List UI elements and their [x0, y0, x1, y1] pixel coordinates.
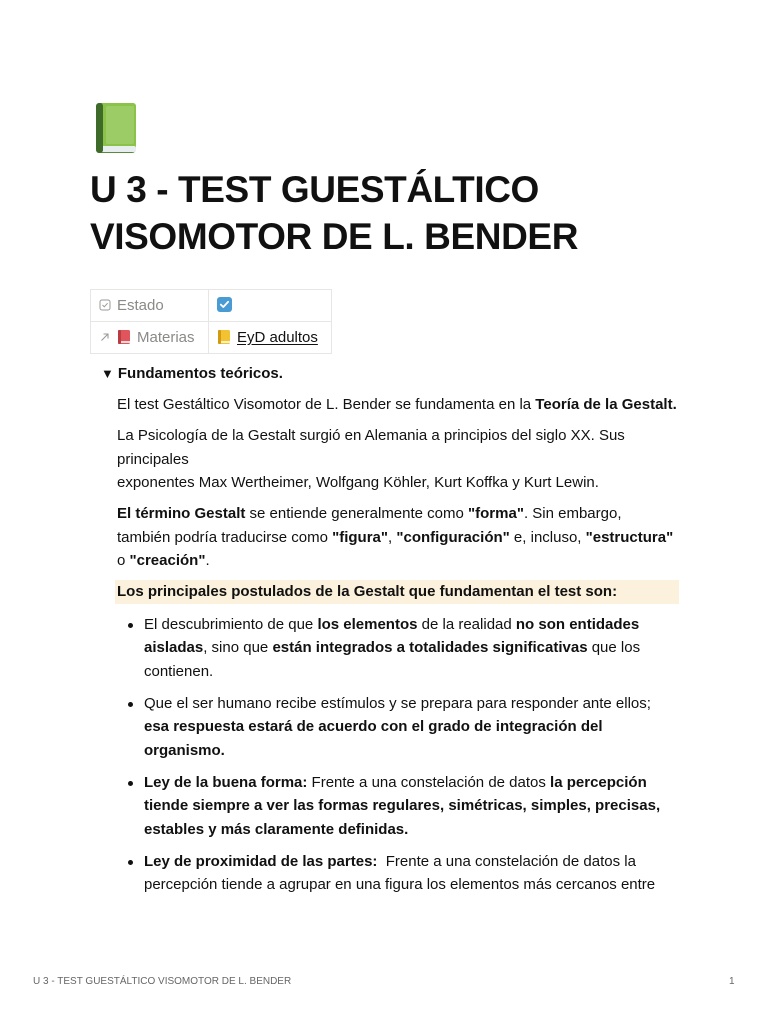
title-line-2: VISOMOTOR DE L. BENDER: [90, 216, 579, 257]
text-span: .: [205, 552, 210, 569]
estado-checkbox[interactable]: [217, 297, 232, 312]
bold-span: no son entidades aisladas: [144, 615, 640, 656]
property-label: Materias: [137, 329, 195, 346]
list-item: [117, 771, 679, 842]
bold-span: "figura": [332, 528, 389, 546]
text-span: Frente a una constelación de datos: [307, 773, 551, 791]
text-span: Que el ser humano recibe estímulos y se prepara para responder ante ellos;: [144, 694, 651, 712]
property-name-materias: [91, 322, 209, 354]
title-line-1: U 3 - TEST GUESTÁLTICO: [90, 169, 539, 210]
paragraph-2: [117, 424, 679, 495]
bold-span: "estructura": [585, 528, 674, 546]
text-span: se entiende generalmente como: [245, 505, 469, 522]
property-value-materias[interactable]: [209, 322, 332, 354]
toggle-fundamentos[interactable]: [101, 364, 283, 384]
text-span: de la realidad: [417, 615, 516, 633]
paragraph-1: [117, 393, 679, 417]
property-row-materias: [91, 322, 332, 354]
text-span: . Sin embargo, también podría traducirse como: [117, 505, 622, 546]
property-value-estado[interactable]: [209, 290, 332, 322]
list-item: [117, 613, 679, 684]
relation-arrow-icon: [99, 331, 111, 343]
toggle-label: Fundamentos teóricos.: [117, 365, 283, 382]
page-title: [90, 166, 730, 260]
bold-span: Teoría de la Gestalt.: [535, 396, 677, 413]
green-book-icon: [92, 100, 142, 156]
text-span: El test Gestáltico Visomotor de L. Bender se fundamenta en la: [117, 396, 536, 413]
bold-span: Ley de la buena forma:: [144, 773, 308, 791]
footer-title: U 3 - TEST GUESTÁLTICO VISOMOTOR DE L. BENDER: [33, 976, 292, 987]
text-span: El descubrimiento de que: [144, 615, 318, 633]
yellow-book-icon: [217, 329, 231, 345]
text-span: e, incluso,: [509, 528, 586, 546]
checkbox-icon: [99, 299, 111, 311]
bold-span: "configuración": [396, 528, 510, 546]
list-item: [117, 850, 679, 897]
footer-page-number: 1: [729, 976, 735, 987]
text-span: Frente a una constelación de datos la percepción tiende a agrupar en una figura los elementos más cercanos entre: [144, 852, 656, 893]
bold-span: El término Gestalt: [117, 505, 246, 522]
bold-span: "forma": [468, 505, 524, 522]
materias-link[interactable]: EyD adultos: [237, 329, 318, 346]
bold-span: esa respuesta estará de acuerdo con el grado de integración del organismo.: [144, 718, 603, 759]
bold-span: Ley de proximidad de las partes:: [144, 852, 378, 870]
text-span: ,: [388, 528, 397, 546]
text-span: La Psicología de la Gestalt surgió en Alemania a principios del siglo XX. Sus principales: [117, 427, 625, 468]
bold-span: están integrados a totalidades significativas: [272, 639, 588, 656]
property-name-estado: [91, 290, 209, 322]
bold-span: la percepción tiende siempre a ver las formas regulares, simétricas, simples, precisas, estables y más claramente definidas.: [144, 773, 661, 838]
property-label: Estado: [117, 297, 164, 314]
toggle-content: [117, 393, 679, 905]
highlighted-heading: Los principales postulados de la Gestalt que fundamentan el test son:: [115, 580, 679, 604]
paragraph-3: [117, 502, 679, 573]
text-span: que los contienen.: [144, 639, 641, 680]
bold-span: los elementos: [317, 615, 418, 633]
text-span: exponentes Max Wertheimer, Wolfgang Köhler, Kurt Koffka y Kurt Lewin.: [117, 474, 599, 491]
triangle-down-icon[interactable]: ▼: [101, 366, 114, 381]
red-book-icon: [117, 329, 131, 345]
list-item: [117, 692, 679, 763]
properties-table: [90, 289, 332, 354]
text-span: , sino que: [203, 639, 273, 656]
postulates-list: [117, 613, 679, 897]
text-span: o: [117, 552, 130, 569]
bold-span: "creación": [129, 552, 206, 569]
property-row-estado: [91, 290, 332, 322]
check-mark-icon: [219, 299, 230, 310]
